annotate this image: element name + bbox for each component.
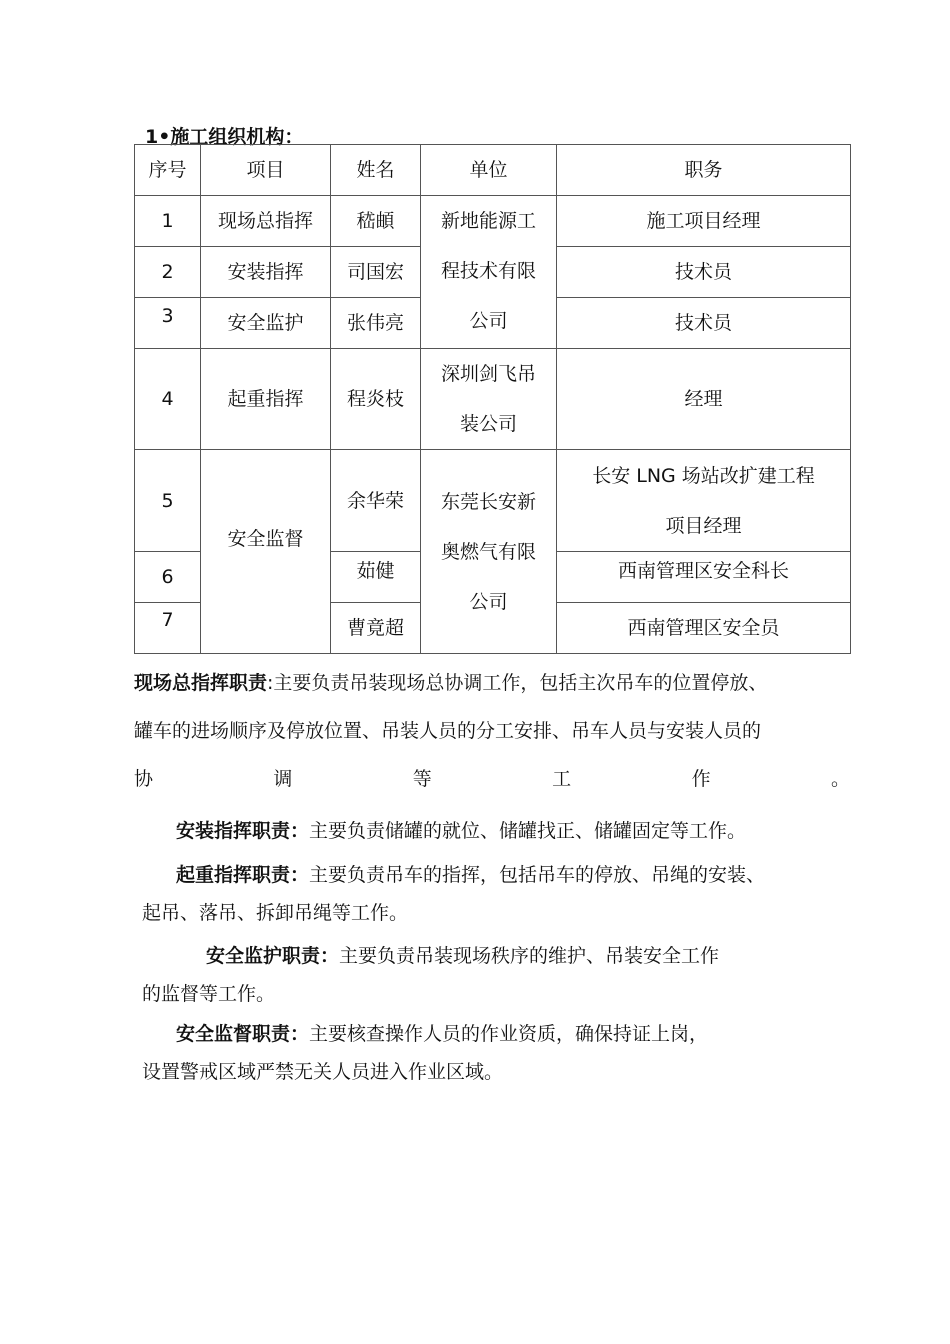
duty-paragraph-safety-guard [142, 937, 719, 1013]
row-duty: 西南管理区安全员 [557, 603, 851, 654]
unit-line: 深圳剑飞吊 [440, 363, 536, 385]
duty-title: 安装指挥职责： [176, 820, 310, 842]
unit-line: 程技术有限 [440, 260, 536, 282]
unit-line: 公司 [469, 590, 508, 613]
char: 协 [134, 768, 154, 790]
header-cell: 职务 [557, 145, 851, 196]
duty-title: 安全监督职责： [176, 1023, 310, 1045]
row-item: 安装指挥 [201, 247, 331, 298]
row-name: 程炎枝 [331, 349, 421, 450]
char: 调 [273, 768, 293, 790]
row-duty [557, 450, 851, 552]
header-cell: 项目 [201, 145, 331, 196]
duty-paragraph-lifting [142, 856, 765, 932]
unit-line: 装公司 [459, 413, 517, 435]
duty-text: 起吊、落吊、拆卸吊绳等工作。 [142, 902, 409, 924]
row-number: 7 [135, 603, 201, 654]
duty-line: 长安 LNG 场站改扩建工程 [592, 464, 815, 487]
char: 。 [830, 768, 850, 790]
table-row [135, 349, 851, 450]
row-number: 6 [135, 552, 201, 603]
duty-title: 起重指挥职责： [176, 864, 310, 886]
row-unit [421, 450, 557, 654]
table-row [135, 196, 851, 247]
row-item: 安全监护 [201, 298, 331, 349]
header-cell: 单位 [421, 145, 557, 196]
row-name: 余华荣 [331, 450, 421, 552]
row-duty: 技术员 [557, 247, 851, 298]
section-heading: 1•施工组织机构： [145, 126, 304, 148]
unit-line: 东莞长安新 [440, 490, 536, 513]
row-item: 现场总指挥 [201, 196, 331, 247]
row-duty: 西南管理区安全科长 [557, 552, 851, 603]
organization-table [134, 144, 851, 654]
row-unit [421, 349, 557, 450]
duty-title: 安全监护职责： [206, 945, 340, 967]
row-name: 司国宏 [331, 247, 421, 298]
justified-line [134, 755, 850, 803]
unit-line: 奥燃气有限 [440, 540, 536, 563]
char: 工 [552, 768, 572, 790]
row-number: 1 [135, 196, 201, 247]
row-duty: 施工项目经理 [557, 196, 851, 247]
row-duty: 经理 [557, 349, 851, 450]
duty-title: 现场总指挥职责 [134, 672, 268, 694]
table-row [135, 450, 851, 552]
row-name: 嵇頔 [331, 196, 421, 247]
char: 等 [412, 768, 432, 790]
row-item: 起重指挥 [201, 349, 331, 450]
char: 作 [691, 768, 711, 790]
row-number: 3 [135, 298, 201, 349]
duty-text: 主要负责吊车的指挥，包括吊车的停放、吊绳的安装、 [309, 864, 766, 886]
row-name: 茹健 [331, 552, 421, 603]
duty-paragraph-safety-supervision [142, 1015, 708, 1091]
row-item: 安全监督 [201, 450, 331, 654]
duty-text: 主要负责吊装现场秩序的维护、吊装安全工作 [339, 945, 720, 967]
duty-text: 主要核查操作人员的作业资质，确保持证上岗， [309, 1023, 709, 1045]
row-number: 4 [135, 349, 201, 450]
row-name: 曹竟超 [331, 603, 421, 654]
duty-text: 设置警戒区域严禁无关人员进入作业区域。 [142, 1061, 504, 1083]
table-header-row [135, 145, 851, 196]
duty-text: 的监督等工作。 [142, 983, 276, 1005]
duty-text: 主要负责储罐的就位、储罐找正、储罐固定等工作。 [309, 820, 747, 842]
duty-paragraph-installation [176, 807, 746, 855]
unit-line: 公司 [469, 310, 508, 332]
duty-text: 罐车的进场顺序及停放位置、吊装人员的分工安排、吊车人员与安装人员的 [134, 720, 762, 742]
row-duty: 技术员 [557, 298, 851, 349]
row-name: 张伟亮 [331, 298, 421, 349]
row-number: 5 [135, 450, 201, 552]
header-cell: 姓名 [331, 145, 421, 196]
duty-text: :主要负责吊装现场总协调工作，包括主次吊车的位置停放、 [267, 672, 768, 694]
duty-line: 项目经理 [665, 514, 742, 537]
unit-line: 新地能源工 [440, 210, 536, 232]
header-cell: 序号 [135, 145, 201, 196]
row-number: 2 [135, 247, 201, 298]
row-unit [421, 196, 557, 349]
duty-paragraph-general-commander [134, 659, 850, 803]
